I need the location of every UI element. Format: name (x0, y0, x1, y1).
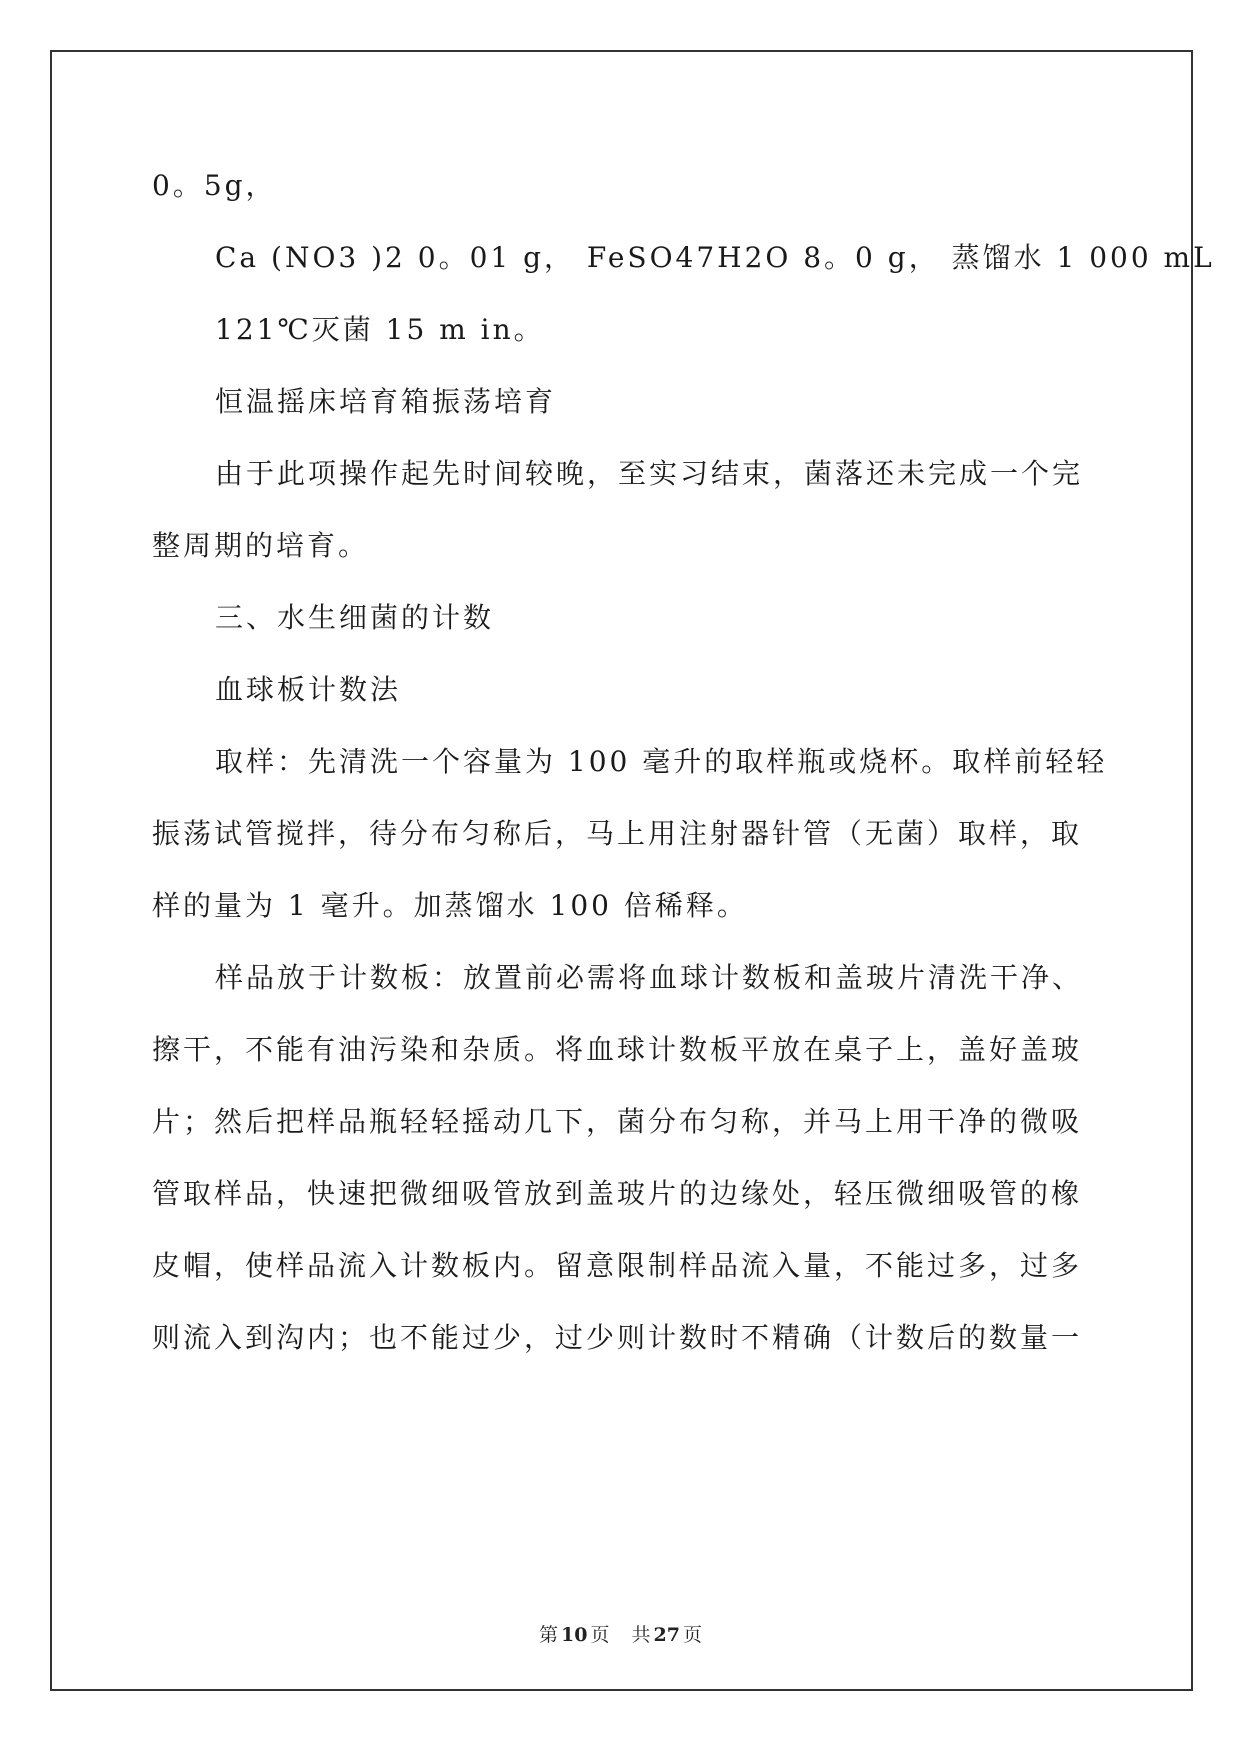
page-footer (0, 1620, 1241, 1647)
text-line: 121℃灭菌 15 m in。 (215, 313, 545, 346)
text-line: 0。5g， (152, 169, 277, 202)
current-page-number: 10 (561, 1624, 588, 1646)
footer-prefix: 第 (539, 1624, 559, 1646)
footer-total-suffix: 页 (682, 1624, 702, 1646)
text-line: 皮帽，使样品流入计数板内。留意限制样品流入量，不能过多，过多 (152, 1249, 1083, 1282)
subsection-heading: 血球板计数法 (215, 673, 402, 706)
text-line: 样的量为 1 毫升。加蒸馏水 100 倍稀释。 (152, 889, 748, 922)
page-border (50, 50, 1193, 1691)
text-line: 擦干，不能有油污染和杂质。将血球计数板平放在桌子上，盖好盖玻 (152, 1033, 1083, 1066)
total-page-count: 27 (653, 1624, 680, 1646)
footer-total-prefix: 共 (631, 1624, 651, 1646)
footer-page-label: 页 (590, 1624, 610, 1646)
text-line: 由于此项操作起先时间较晚，至实习结束，菌落还未完成一个完 (215, 457, 1084, 490)
text-line: 则流入到沟内；也不能过少，过少则计数时不精确（计数后的数量一 (152, 1321, 1083, 1354)
text-line: 整周期的培育。 (152, 529, 370, 562)
section-heading: 三、水生细菌的计数 (215, 601, 495, 634)
text-line: Ca (NO3 )2 0。01 g， FeSO47H2O 8。0 g， 蒸馏水 1 000 mL (215, 241, 1215, 274)
text-line: 振荡试管搅拌，待分布匀称后，马上用注射器针管（无菌）取样，取 (152, 817, 1083, 850)
text-line: 片；然后把样品瓶轻轻摇动几下，菌分布匀称，并马上用干净的微吸 (152, 1105, 1083, 1138)
text-line: 恒温摇床培育箱振荡培育 (215, 385, 557, 418)
text-line: 取样：先清洗一个容量为 100 毫升的取样瓶或烧杯。取样前轻轻 (215, 745, 1108, 778)
text-line: 管取样品，快速把微细吸管放到盖玻片的边缘处，轻压微细吸管的橡 (152, 1177, 1083, 1210)
text-line: 样品放于计数板：放置前必需将血球计数板和盖玻片清洗干净、 (215, 961, 1084, 994)
